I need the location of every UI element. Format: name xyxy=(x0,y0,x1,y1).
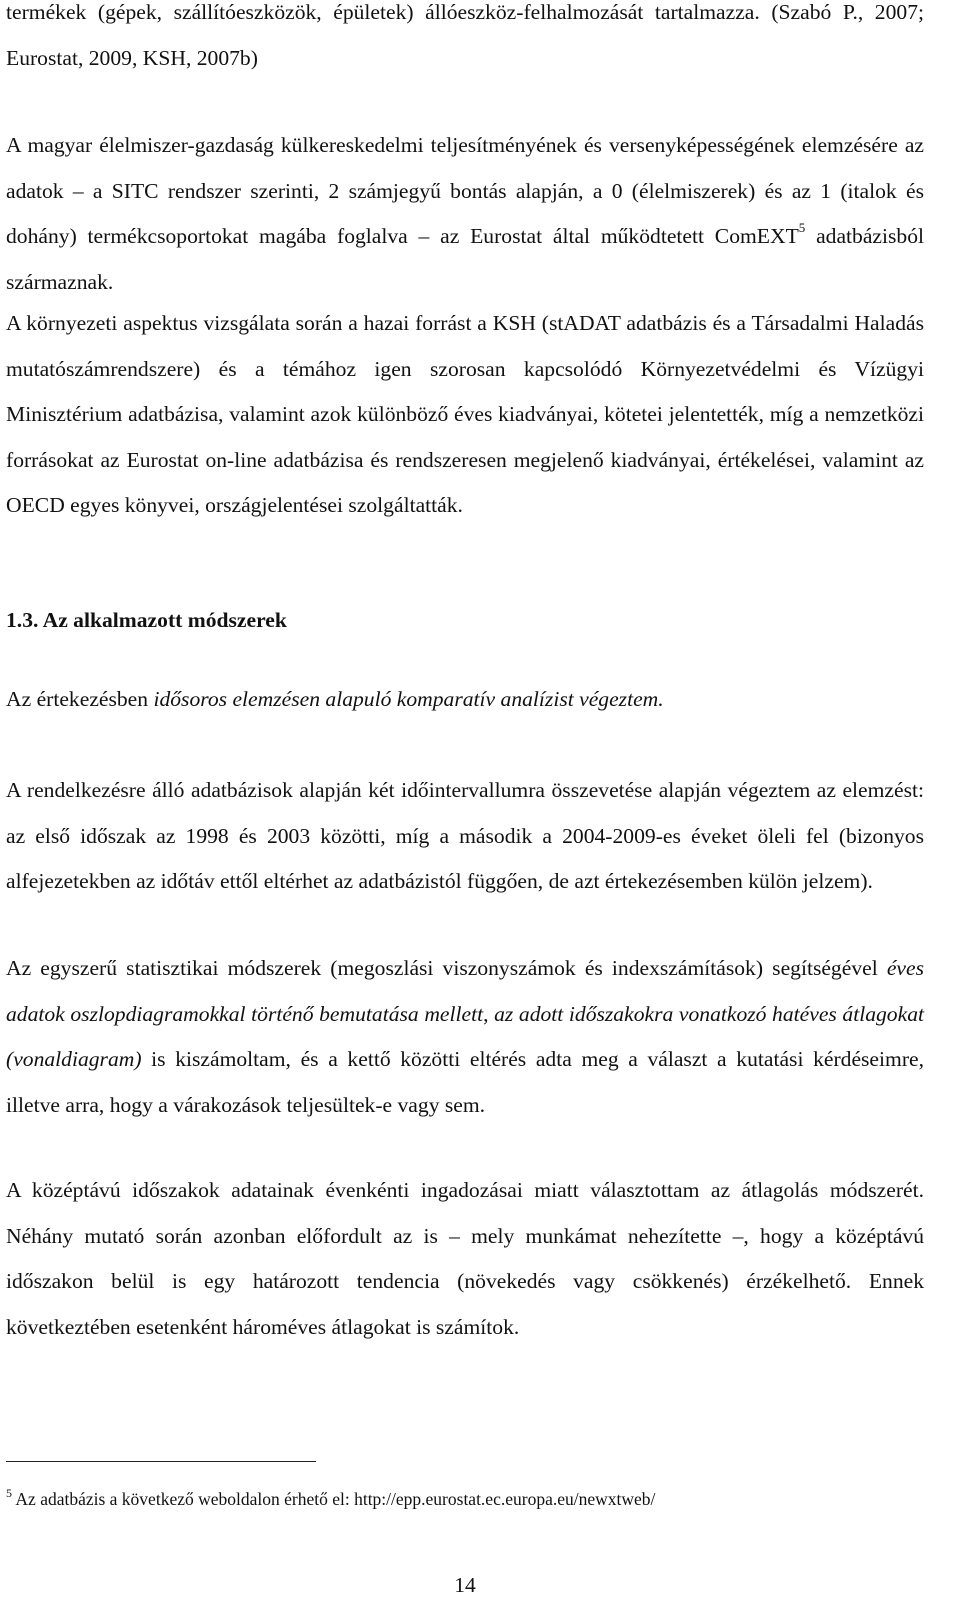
paragraph-sitc-text: A magyar élelmiszer-gazdaság külkereskedelmi teljesítményének és versenyképességének elemzésére az adatok – a SITC rendszer szerinti, 2 számjegyű bontás alapján, a 0 (élelmiszerek) és az 1 (italok és dohány) termékcsoportokat magába foglalva – az Eurostat által működtetett ComEXT xyxy=(6,133,924,249)
paragraph-method xyxy=(6,677,924,723)
footnote-number: 5 xyxy=(6,1486,12,1500)
paragraph-environmental-sources: A környezeti aspektus vizsgálata során a hazai forrást a KSH (stADAT adatbázis és a Társadalmi Haladás mutatószámrendszere) és a témához igen szorosan kapcsolódó Környezetvédelmi és Vízügyi Minisztérium adatbázisa, valamint azok különböző éves kiadványai, kötetei jelentették, míg a nemzetközi forrásokat az Eurostat on-line adatbázisa és rendszeresen megjelenő kiadványai, értékelései, valamint az OECD egyes könyvei, országjelentései szolgáltatták. xyxy=(6,311,924,518)
page-number: 14 xyxy=(454,1573,476,1597)
paragraph-sitc-tail: adatbázisból származnak. xyxy=(6,224,924,294)
paragraph-stats-text-1: Az egyszerű statisztikai módszerek (megoszlási viszonyszámok és indexszámítások) segítségével xyxy=(6,956,887,980)
footnote-text: Az adatbázis a következő weboldalon érhető el: http://epp.eurostat.ec.europa.eu/newxtweb/ xyxy=(12,1489,656,1509)
paragraph-stats-emphasis-2: az adott időszakokra vonatkozó hatéves átlagokat (vonaldiagram) xyxy=(6,1001,924,1072)
paragraph-time-intervals: A rendelkezésre álló adatbázisok alapján két időintervallumra összevetése alapján végeztem az elemzést: az első időszak az 1998 és 2003 közötti, míg a második a 2004-2009-es éveket öleli fel (bizonyos alfejezetekben az időtáv ettől eltérhet az adatbázistól függően, de azt értekezésemben külön jelzem). xyxy=(6,778,924,894)
section-heading: 1.3. Az alkalmazott módszerek xyxy=(6,608,287,632)
paragraph-method-text: Az értekezésben xyxy=(6,687,154,711)
paragraph-stats-emphasis-1: éves adatok oszlopdiagramokkal történő bemutatása mellett xyxy=(6,956,924,1026)
footnote-reference: 5 xyxy=(798,220,806,236)
paragraph-fixed-assets: termékek (gépek, szállítóeszközök, épületek) állóeszköz-felhalmozását tartalmazza. (Szabó P., 2007; Eurostat, 2009, KSH, 2007b) xyxy=(6,0,924,70)
paragraph-method-emphasis: idősoros elemzésen alapuló komparatív analízist végeztem. xyxy=(153,687,664,711)
footnote-separator xyxy=(6,1461,316,1462)
paragraph-stats-text-2: , xyxy=(483,1001,495,1026)
paragraph-sitc-data-source xyxy=(6,123,924,305)
footnote xyxy=(6,1487,924,1511)
paragraph-averaging: A középtávú időszakok adatainak évenkénti ingadozásai miatt választottam az átlagolás módszerét. Néhány mutató során azonban előfordult az is – mely munkámat nehezítette –, hogy a középtávú időszakon belül is egy határozott tendencia (növekedés vagy csökkenés) érzékelhető. Ennek következtében esetenként hároméves átlagokat is számítok. xyxy=(6,1178,924,1339)
paragraph-stats-text-3: is kiszámoltam, és a kettő közötti eltérés adta meg a választ a kutatási kérdéseimre, illetve arra, hogy a várakozások teljesültek-e vagy sem. xyxy=(6,1047,924,1117)
paragraph-statistical-methods xyxy=(6,946,924,1128)
